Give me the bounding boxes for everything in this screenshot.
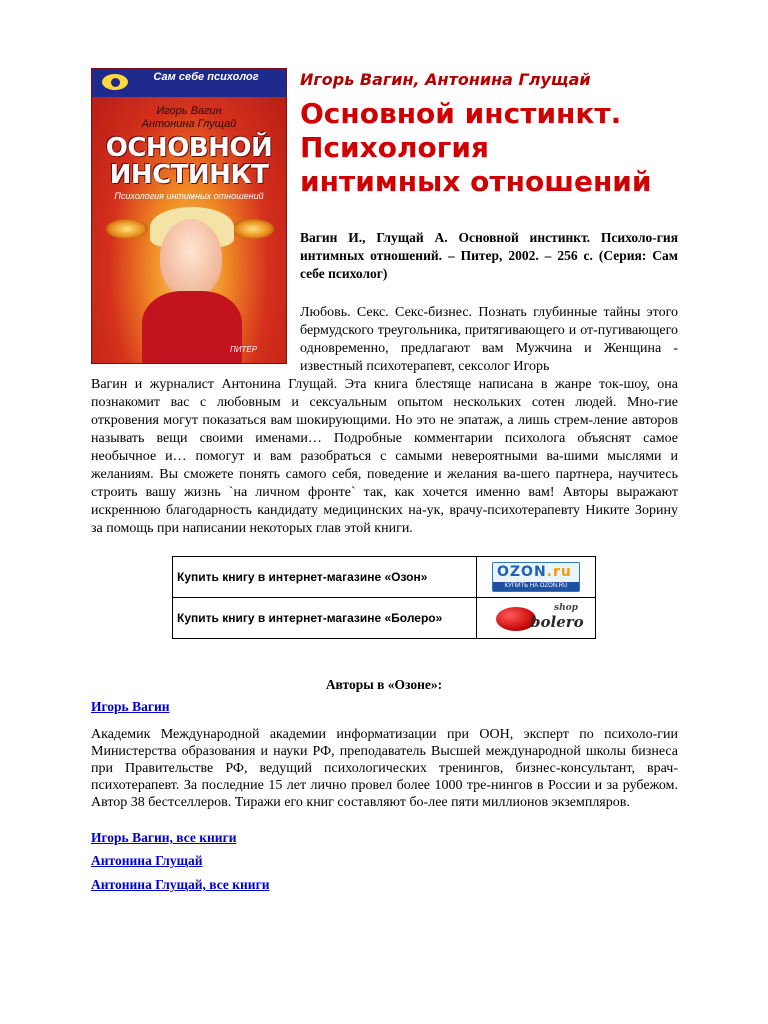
author-link-glushchay[interactable]: Антонина Глущай <box>91 853 203 868</box>
author-link-vagin[interactable]: Игорь Вагин <box>91 699 170 714</box>
shop-label-bolero: Купить книгу в интернет-магазине «Болеро» <box>173 598 477 639</box>
ozon-logo-strip: КУПИТЬ НА OZON.RU <box>493 582 579 591</box>
cover-author-2: Антонина Глущай <box>141 118 237 130</box>
cover-subtitle: Психология интимных отношений <box>114 191 264 201</box>
shop-row-bolero <box>173 598 596 639</box>
shop-row-ozon <box>173 557 596 598</box>
bolero-logo-button[interactable] <box>492 603 584 633</box>
book-cover <box>91 68 287 364</box>
ozon-logo-button[interactable] <box>492 562 580 592</box>
author-bio: Академик Международной академии информатизации при ООН, эксперт по психоло-гии Министерства образования и науки РФ, преподаватель Высшей международной школы бизнеса при Правительстве РФ, ведущий психологических тренингов, бизнес-консультант, врач-психотерапевт. За последние 15 лет лично провел более 1000 тре-нингов в России и за рубежом. Автор 38 бестселлеров. Тиражи его книг составляют бо-лее пяти миллионов экземпляров. <box>91 727 678 810</box>
book-title-line-3: интимных отношений <box>300 165 652 198</box>
book-authors: Игорь Вагин, Антонина Глущай <box>300 70 591 89</box>
book-title-line-1: Основной инстинкт. <box>300 97 622 130</box>
book-title <box>300 97 740 199</box>
cover-model-body <box>142 291 242 364</box>
description-paragraph-top: Любовь. Секс. Секс-бизнес. Познать глубинные тайны этого бермудского треугольника, притягивающего и от-пугивающего одновременно, предлагают вам Мужчина и Женщина - известный психотерапевт, сексолог Игорь <box>300 305 678 374</box>
author-books-link-vagin[interactable]: Игорь Вагин, все книги <box>91 830 237 845</box>
ozon-logo-word: OZON.ru <box>497 564 572 580</box>
cover-title <box>92 135 286 189</box>
bibliographic-record: Вагин И., Глущай А. Основной инстинкт. Психоло-гия интимных отношений. – Питер, 2002. – 256 с. (Серия: Сам себе психолог) <box>300 230 678 281</box>
cover-cat-eye-left <box>106 219 148 239</box>
bolero-logo-cell <box>477 598 596 639</box>
eye-icon <box>102 74 128 90</box>
authors-heading: Авторы в «Озоне»: <box>325 677 443 692</box>
cover-series-band <box>92 69 286 97</box>
cover-authors <box>92 105 286 131</box>
author-books-link-glushchay[interactable]: Антонина Глущай, все книги <box>91 877 270 892</box>
cover-model-face <box>160 219 222 297</box>
shop-links-table <box>172 556 596 639</box>
cover-title-line-2: ИНСТИНКТ <box>109 160 269 190</box>
shop-label-ozon: Купить книгу в интернет-магазине «Озон» <box>173 557 477 598</box>
book-title-line-2: Психология <box>300 131 489 164</box>
bolero-logo-word: bolero <box>530 613 584 631</box>
cover-title-line-1: ОСНОВНОЙ <box>105 133 273 163</box>
bolero-logo-shop: shop <box>554 603 578 613</box>
cover-author-1: Игорь Вагин <box>156 105 222 117</box>
cover-cat-eye-right <box>232 219 274 239</box>
cover-publisher-logo: ПИТЕР <box>230 345 258 354</box>
ozon-logo-cell <box>477 557 596 598</box>
cover-series-label: Сам себе психолог <box>153 71 259 83</box>
description-paragraph-bottom: Вагин и журналист Антонина Глущай. Эта книга блестяще написана в жанре ток-шоу, она познакомит вас с любовным и сексуальным опытом нескольких сотен людей. Мно-гие откровения могут показаться вам шокирующими. Но это не эпатаж, а лишь стрем-ление авторов называть вещи своими именами… Подробные комментарии психолога объяснят самое необычное и… помогут и вам разобраться с самыми невероятными ва-шими мыслями и желаниям. Вы сможете понять самого себя, поведение и желания ва-шего партнера, научитесь строить вашу жизнь `на личном фронте` так, как хочется именно вам! Авторы выражают искреннюю благодарность кандидату медицинских на-ук, врачу-психотерапевту Никите Зорину за помощь при написании некоторых глав этой книги. <box>91 377 678 536</box>
